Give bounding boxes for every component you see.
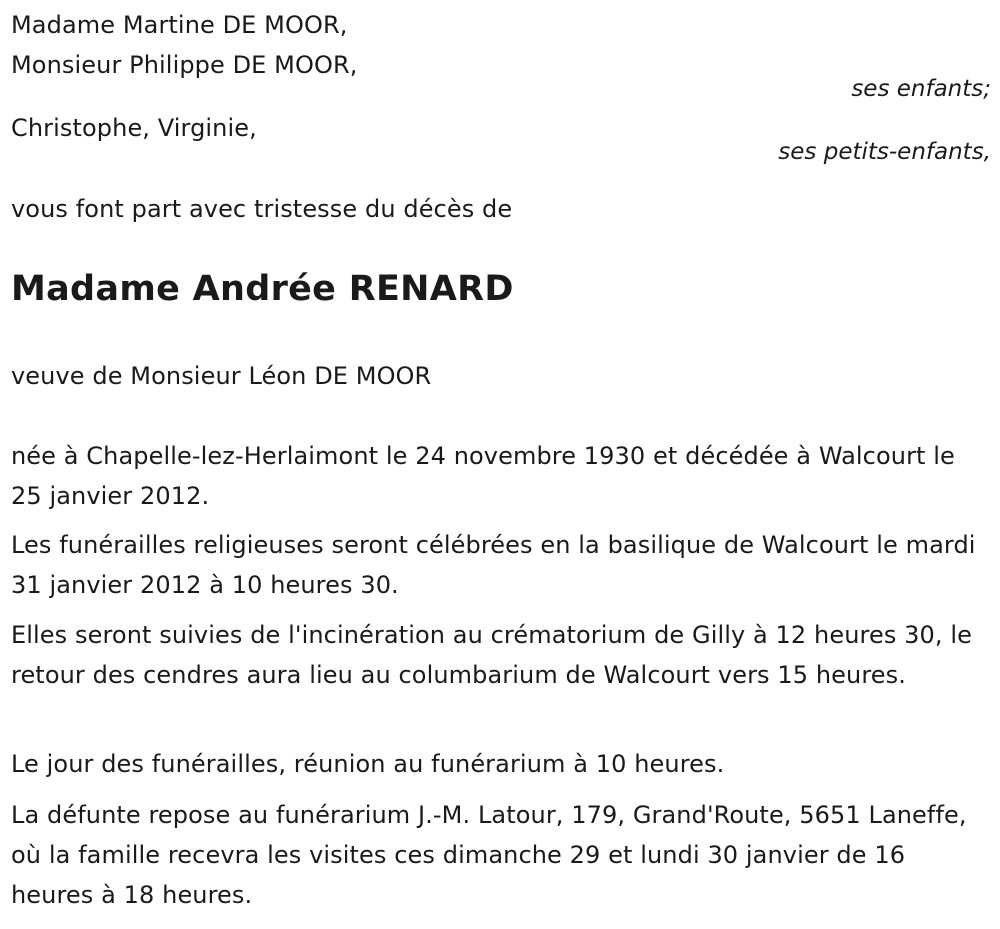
visits-paragraph: La défunte repose au funérarium J.-M. Latour, 179, Grand'Route, 5651 Laneffe, où la famille recevra les visites ces dimanche 29 et lundi 30 janvier de 16 heures à 18 heures.	[11, 801, 967, 909]
cremation-paragraph: Elles seront suivies de l'incinération au crématorium de Gilly à 12 heures 30, le retour des cendres aura lieu au columbarium de Walcourt vers 15 heures.	[11, 621, 972, 689]
child-name-2: Monsieur Philippe DE MOOR,	[11, 51, 358, 79]
child-name-1: Madame Martine DE MOOR,	[11, 11, 348, 39]
funeral-paragraph: Les funérailles religieuses seront célébrées en la basilique de Walcourt le mardi 31 janvier 2012 à 10 heures 30.	[11, 531, 976, 599]
children-role: ses enfants;	[851, 76, 991, 102]
birth-death-paragraph: née à Chapelle-lez-Herlaimont le 24 novembre 1930 et décédée à Walcourt le 25 janvier 2012.	[11, 442, 955, 510]
deceased-name: Madame Andrée RENARD	[11, 269, 514, 309]
grandchildren-role: ses petits-enfants,	[778, 139, 991, 165]
announcement-text: vous font part avec tristesse du décès de	[11, 195, 513, 223]
obituary-notice	[11, 0, 991, 929]
widow-of-text: veuve de Monsieur Léon DE MOOR	[11, 362, 432, 390]
grandchildren-names: Christophe, Virginie,	[11, 114, 257, 142]
meeting-paragraph: Le jour des funérailles, réunion au funérarium à 10 heures.	[11, 750, 725, 778]
